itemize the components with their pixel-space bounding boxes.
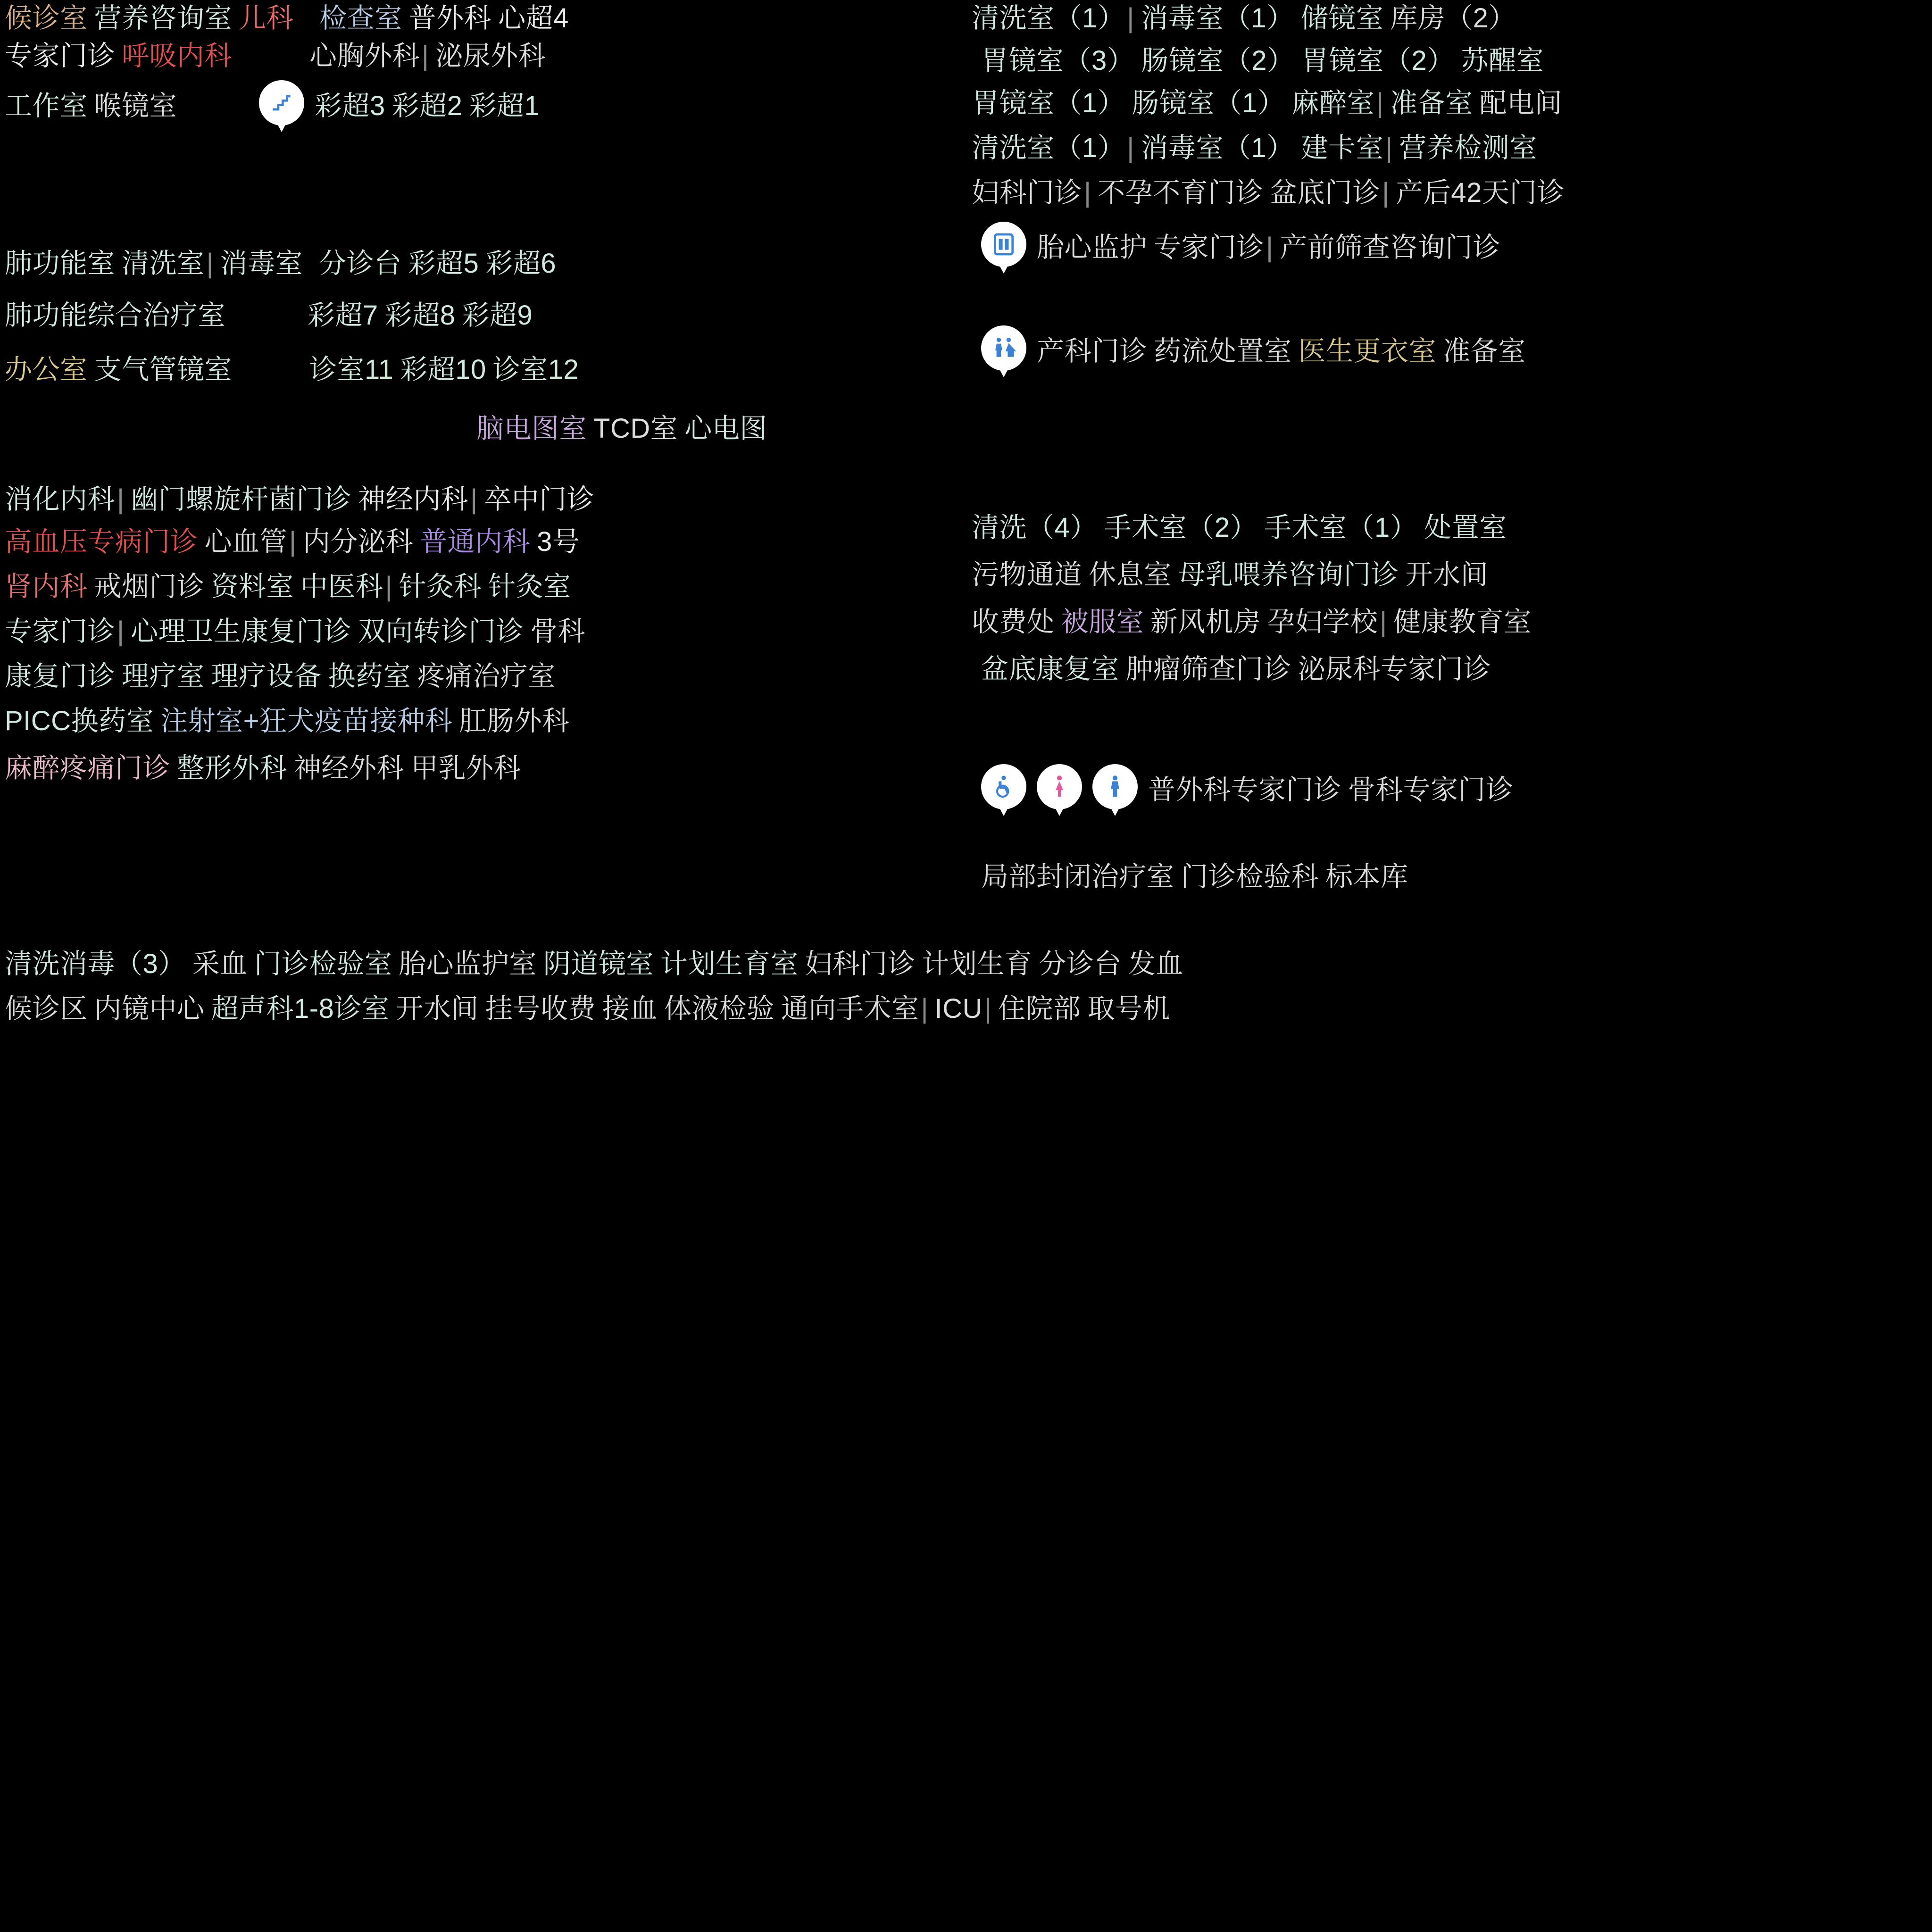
map-label-row — [972, 134, 1537, 162]
map-label-row — [5, 618, 585, 645]
room-label[interactable]: 消化内科 — [5, 484, 116, 515]
room-label[interactable]: 胃镜室（2） — [1301, 45, 1455, 76]
room-label[interactable]: 盆底门诊 — [1270, 177, 1381, 208]
room-label[interactable]: 孕妇学校 — [1267, 607, 1378, 637]
room-label[interactable]: 专家门诊 — [5, 41, 116, 71]
room-label[interactable]: 儿科 — [239, 3, 294, 33]
room-label[interactable]: 发血 — [1128, 949, 1183, 979]
room-label[interactable]: 准备室 — [1390, 88, 1473, 118]
room-label[interactable]: 门诊检验室 — [254, 949, 392, 979]
room-label[interactable]: 盆底康复室 — [981, 654, 1119, 684]
room-label[interactable]: 休息室 — [1089, 559, 1172, 590]
room-label[interactable]: 心胸外科 — [309, 41, 420, 71]
room-label[interactable]: 通向手术室 — [781, 993, 919, 1024]
label-separator: | — [117, 484, 125, 515]
room-label[interactable]: 胎心监护 — [1037, 232, 1148, 263]
room-label[interactable]: 消毒室（1） — [1141, 133, 1294, 163]
room-label[interactable]: 胃镜室（1） — [972, 88, 1125, 118]
room-label[interactable]: 神经外科 — [294, 753, 405, 783]
map-label-row — [972, 514, 1507, 541]
room-label[interactable]: 开水间 — [1405, 559, 1489, 590]
room-label[interactable]: 心血管 — [204, 526, 288, 557]
room-label[interactable]: 骨科 — [530, 616, 586, 647]
room-label[interactable]: 营养咨询室 — [94, 3, 233, 33]
map-label-row — [5, 528, 580, 556]
room-label[interactable]: 高血压专病门诊 — [5, 526, 198, 557]
room-label[interactable]: 支气管镜室 — [94, 354, 233, 385]
label-separator: | — [470, 484, 478, 515]
room-label[interactable]: 胎心监护室 — [399, 949, 537, 979]
room-label[interactable]: 超声科1-8诊室 — [211, 993, 390, 1024]
room-label[interactable]: 彩超1 — [469, 91, 540, 121]
room-label[interactable]: 整形外科 — [177, 753, 288, 783]
room-label[interactable]: 住院部 — [998, 993, 1081, 1024]
room-label[interactable]: 普外科 — [408, 3, 492, 33]
map-label-row — [972, 608, 1532, 636]
room-label[interactable]: 被服室 — [1061, 607, 1144, 637]
room-label[interactable]: 手术室（1） — [1264, 512, 1418, 543]
map-label-row — [981, 222, 1500, 274]
room-label[interactable]: 健康教育室 — [1393, 607, 1532, 637]
label-separator: | — [1127, 3, 1134, 33]
room-label[interactable]: 体液检验 — [664, 993, 774, 1024]
room-label[interactable]: 卒中门诊 — [484, 484, 595, 515]
label-separator: | — [1382, 177, 1390, 208]
room-label[interactable]: 普通内科 — [420, 526, 531, 557]
room-label[interactable]: 资料室 — [211, 571, 294, 602]
room-label[interactable]: 肿瘤筛查门诊 — [1125, 654, 1291, 684]
room-label[interactable]: 开水间 — [396, 993, 479, 1024]
label-separator: | — [206, 248, 214, 279]
map-label-row — [5, 250, 556, 277]
label-separator: | — [1380, 607, 1387, 637]
room-label[interactable]: 清洗（4） — [972, 512, 1098, 543]
room-label[interactable]: 针灸科 — [399, 571, 482, 602]
room-label[interactable]: 采血 — [192, 949, 248, 979]
room-label[interactable]: 肺功能室 — [5, 248, 116, 279]
room-label[interactable]: 肠镜室（1） — [1132, 88, 1285, 118]
room-label[interactable]: 不孕不育门诊 — [1098, 177, 1264, 208]
label-separator: | — [1376, 88, 1384, 118]
room-label[interactable]: 甲乳外科 — [411, 753, 522, 783]
room-label[interactable]: 神经内科 — [358, 484, 469, 515]
map-label-row — [5, 755, 521, 782]
room-label[interactable]: 彩超9 — [462, 300, 533, 331]
room-label[interactable]: 彩超2 — [391, 91, 463, 121]
room-label[interactable]: 手术室（2） — [1104, 512, 1258, 543]
room-label[interactable]: 候诊室 — [5, 3, 88, 33]
map-label-row — [972, 5, 1516, 32]
map-label-row — [5, 708, 569, 735]
room-label[interactable]: 收费处 — [972, 607, 1055, 637]
room-label[interactable]: 药流处置室 — [1154, 336, 1292, 366]
room-label[interactable]: 医生更衣室 — [1298, 336, 1437, 366]
room-label[interactable]: 妇科门诊 — [805, 949, 916, 979]
room-label[interactable]: 诊室11 — [309, 354, 394, 385]
room-label[interactable]: 妇科门诊 — [972, 177, 1083, 208]
room-label[interactable]: 专家门诊 — [1154, 232, 1265, 263]
label-separator: | — [422, 41, 429, 71]
map-label-row — [5, 356, 579, 383]
room-label[interactable]: 标本库 — [1325, 861, 1408, 892]
room-label[interactable]: 专家门诊 — [5, 616, 116, 647]
room-label[interactable]: 门诊检验科 — [1181, 861, 1319, 892]
room-label[interactable]: 产前筛查咨询门诊 — [1280, 232, 1501, 263]
room-label[interactable]: 接血 — [602, 993, 658, 1024]
stairs-icon[interactable] — [259, 80, 304, 132]
room-label[interactable]: 污物通道 — [972, 559, 1083, 590]
room-label[interactable]: 处置室 — [1424, 512, 1507, 543]
label-separator: | — [289, 526, 297, 557]
room-label[interactable]: 准备室 — [1443, 336, 1526, 366]
room-label[interactable]: 脑电图室 — [476, 413, 587, 444]
room-label[interactable]: 彩超3 — [315, 91, 385, 121]
room-label[interactable]: 彩超5 — [408, 248, 479, 279]
men-restroom-icon[interactable] — [1092, 764, 1138, 816]
map-label-row — [5, 415, 767, 442]
map-label-row — [5, 995, 1170, 1023]
room-label[interactable]: 取号机 — [1087, 993, 1171, 1024]
room-label[interactable]: 产后42天门诊 — [1396, 177, 1565, 208]
accessible-restroom-icon[interactable] — [981, 764, 1026, 816]
label-separator: | — [1385, 133, 1393, 163]
room-label[interactable]: 心电图 — [684, 413, 767, 444]
room-label[interactable]: 计划生育 — [922, 949, 1033, 979]
map-label-row — [972, 561, 1488, 589]
label-separator: | — [1084, 177, 1091, 208]
room-label[interactable]: 消毒室（1） — [1141, 3, 1294, 33]
room-label[interactable]: 工作室 — [5, 91, 88, 121]
map-label-row — [981, 325, 1526, 377]
room-label[interactable]: 储镜室 — [1300, 3, 1384, 33]
room-label[interactable]: 普外科专家门诊 — [1148, 774, 1341, 805]
room-label[interactable]: 心超4 — [498, 3, 569, 33]
room-label[interactable]: 配电间 — [1479, 88, 1563, 118]
label-separator: | — [117, 616, 125, 647]
room-label[interactable]: ICU — [934, 993, 983, 1024]
room-label[interactable]: 3号 — [537, 526, 580, 557]
room-label[interactable]: 彩超10 — [400, 354, 486, 385]
room-label[interactable]: 中医科 — [300, 571, 383, 602]
room-label[interactable]: 清洗室（1） — [972, 133, 1125, 163]
map-label-row — [5, 950, 1183, 978]
label-separator: | — [1266, 232, 1274, 263]
women-restroom-icon[interactable] — [1037, 764, 1082, 816]
room-label[interactable]: 彩超6 — [485, 248, 557, 279]
map-label-row — [5, 80, 540, 132]
room-label[interactable]: 肺功能综合治疗室 — [5, 300, 226, 331]
room-label[interactable]: 麻醉疼痛门诊 — [5, 753, 171, 783]
room-label[interactable]: 理疗设备 — [211, 661, 322, 691]
room-label[interactable]: 注射室+狂犬疫苗接种科 — [160, 706, 453, 736]
room-label[interactable]: 诊室12 — [492, 354, 579, 385]
room-label[interactable]: 心理卫生康复门诊 — [131, 616, 352, 647]
room-label[interactable]: 肠镜室（2） — [1141, 45, 1295, 76]
room-label[interactable]: 候诊区 — [5, 993, 88, 1024]
room-label[interactable]: 清洗室（1） — [972, 3, 1125, 33]
room-label[interactable]: 康复门诊 — [5, 661, 116, 691]
label-separator: | — [984, 993, 991, 1024]
label-separator: | — [1127, 133, 1134, 163]
room-label[interactable]: 苏醒室 — [1461, 45, 1544, 76]
map-label-row — [5, 486, 594, 513]
room-label[interactable]: 清洗消毒（3） — [5, 949, 186, 979]
room-label[interactable]: 挂号收费 — [485, 993, 596, 1024]
room-label[interactable]: 泌尿科专家门诊 — [1298, 654, 1491, 684]
room-label[interactable]: 计划生育室 — [660, 949, 799, 979]
room-label[interactable]: 泌尿外科 — [435, 41, 546, 71]
room-label[interactable]: 呼吸内科 — [122, 41, 233, 71]
room-label[interactable]: 彩超8 — [384, 300, 456, 331]
room-label[interactable]: 理疗室 — [122, 661, 205, 691]
map-label-row — [5, 302, 533, 329]
room-label[interactable]: 建卡室 — [1300, 133, 1384, 163]
room-label[interactable]: 办公室 — [5, 354, 88, 385]
room-label[interactable]: 库房（2） — [1390, 3, 1516, 33]
room-label[interactable]: 营养检测室 — [1399, 133, 1537, 163]
room-label[interactable]: 肛肠外科 — [459, 706, 570, 736]
label-separator: | — [921, 993, 928, 1024]
map-label-row — [5, 573, 571, 600]
map-label-row — [5, 663, 556, 690]
room-label[interactable]: 内镜中心 — [94, 993, 205, 1024]
map-label-row — [5, 5, 569, 32]
room-label[interactable]: 胃镜室（3） — [981, 45, 1135, 76]
room-label[interactable]: 喉镜室 — [94, 91, 177, 121]
room-label[interactable]: 骨科专家门诊 — [1348, 774, 1514, 805]
map-label-row — [981, 863, 1408, 891]
room-label[interactable]: 产科门诊 — [1037, 336, 1148, 366]
room-label[interactable]: 针灸室 — [488, 571, 571, 602]
label-separator: | — [385, 571, 392, 602]
room-label[interactable]: 疼痛治疗室 — [417, 661, 556, 691]
room-label[interactable]: 分诊台 — [1039, 949, 1122, 979]
room-label[interactable]: 消毒室 — [220, 248, 303, 279]
room-label[interactable]: 戒烟门诊 — [94, 571, 205, 602]
room-label[interactable]: 检查室 — [319, 3, 402, 33]
room-label[interactable]: 双向转诊门诊 — [358, 616, 524, 647]
room-label[interactable]: 分诊台 — [319, 248, 402, 279]
room-label[interactable]: 母乳喂养咨询门诊 — [1178, 559, 1399, 590]
room-label[interactable]: PICC换药室 — [5, 706, 154, 736]
family-restroom-icon[interactable] — [981, 325, 1026, 377]
room-label[interactable]: 换药室 — [328, 661, 411, 691]
room-label[interactable]: 新风机房 — [1150, 607, 1261, 637]
room-label[interactable]: TCD室 — [593, 413, 678, 444]
map-label-row — [5, 42, 546, 70]
room-label[interactable]: 麻醉室 — [1291, 88, 1375, 118]
room-label[interactable]: 阴道镜室 — [543, 949, 654, 979]
map-label-row — [981, 656, 1491, 683]
map-label-row — [972, 90, 1562, 117]
map-label-row — [981, 47, 1544, 75]
room-label[interactable]: 局部封闭治疗室 — [981, 861, 1174, 892]
map-label-row — [981, 764, 1514, 816]
room-label[interactable]: 幽门螺旋杆菌门诊 — [131, 484, 352, 515]
room-label[interactable]: 清洗室 — [122, 248, 205, 279]
elevator-icon[interactable] — [981, 222, 1026, 274]
map-label-row — [972, 179, 1565, 207]
room-label[interactable]: 肾内科 — [5, 571, 88, 602]
room-label[interactable]: 内分泌科 — [303, 526, 414, 557]
room-label[interactable]: 彩超7 — [308, 300, 378, 331]
